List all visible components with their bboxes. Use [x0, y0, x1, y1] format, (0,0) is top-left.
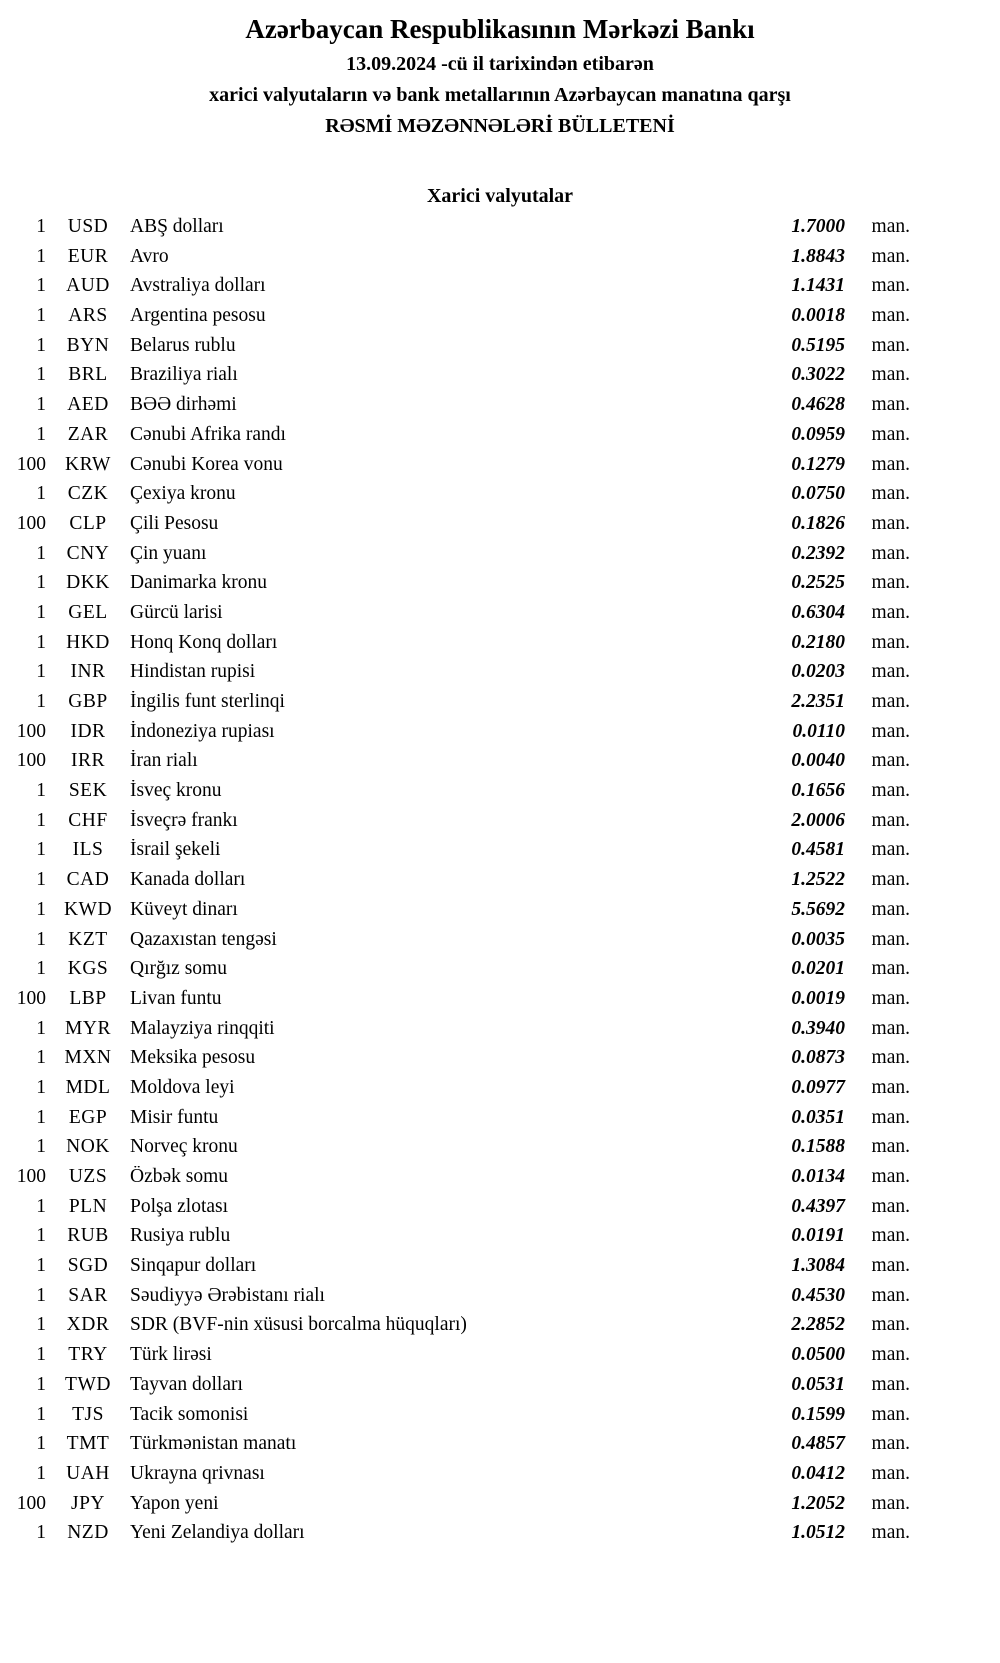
rate-value: 0.0203: [791, 661, 845, 683]
currency-name: İsveçrə frankı: [130, 809, 238, 831]
unit-label: man.: [871, 720, 910, 742]
table-row: [14, 1404, 910, 1434]
table-row: [14, 632, 910, 662]
currency-name: BƏƏ dirhəmi: [130, 394, 237, 416]
currency-quantity: 1: [36, 542, 46, 564]
rate-value: 0.0191: [791, 1225, 845, 1247]
unit-label: man.: [871, 928, 910, 950]
rate-value: 1.8843: [791, 245, 845, 267]
rate-value: 0.0110: [792, 720, 845, 742]
currency-name: Cənubi Afrika randı: [130, 423, 286, 445]
currency-name: Moldova leyi: [130, 1076, 235, 1098]
unit-label: man.: [871, 809, 910, 831]
currency-code: EGP: [68, 1106, 108, 1128]
unit-label: man.: [871, 275, 910, 297]
currency-quantity: 1: [36, 1195, 46, 1217]
unit-label: man.: [871, 334, 910, 356]
currency-name: Rusiya rublu: [130, 1225, 231, 1247]
currency-code: BYN: [66, 334, 110, 356]
unit-label: man.: [871, 869, 910, 891]
currency-name: İsrail şekeli: [130, 839, 221, 861]
currency-quantity: 1: [36, 1433, 46, 1455]
rate-value: 0.4857: [791, 1433, 845, 1455]
currency-code: GBP: [68, 691, 108, 712]
table-row: [14, 869, 910, 899]
unit-label: man.: [871, 364, 910, 386]
unit-label: man.: [871, 572, 910, 594]
table-row: [14, 513, 910, 543]
rate-value: 0.0018: [791, 305, 845, 327]
unit-label: man.: [871, 1344, 910, 1366]
currency-code: HKD: [66, 631, 110, 653]
currency-quantity: 1: [36, 661, 46, 683]
currency-code: ARS: [68, 305, 108, 327]
unit-label: man.: [871, 1284, 910, 1306]
rate-value: 1.7000: [791, 216, 845, 237]
currency-code: USD: [67, 216, 109, 237]
unit-label: man.: [871, 1403, 910, 1425]
currency-name: Belarus rublu: [130, 334, 236, 356]
currency-name: Yeni Zelandiya dolları: [130, 1522, 305, 1544]
rate-value: 0.4530: [791, 1284, 845, 1306]
currency-code: LBP: [69, 987, 107, 1009]
currency-name: İngilis funt sterlinqi: [130, 691, 285, 712]
currency-name: Gürcü larisi: [130, 601, 223, 623]
table-row: [14, 780, 910, 810]
table-row: [14, 216, 910, 246]
unit-label: man.: [871, 1166, 910, 1187]
unit-label: man.: [871, 1017, 910, 1039]
currency-code: EUR: [67, 245, 109, 267]
table-row: [14, 1225, 910, 1255]
currency-quantity: 100: [16, 750, 46, 772]
unit-label: man.: [871, 631, 910, 653]
table-row: [14, 424, 910, 454]
currency-quantity: 1: [36, 1314, 46, 1336]
unit-label: man.: [871, 512, 910, 534]
currency-code: CNY: [66, 542, 110, 564]
rate-value: 0.3022: [791, 364, 845, 386]
currency-code: KZT: [68, 928, 108, 950]
currency-quantity: 1: [36, 364, 46, 386]
currency-quantity: 1: [36, 839, 46, 861]
table-row: [14, 246, 910, 276]
table-row: [14, 305, 910, 335]
table-row: [14, 483, 910, 513]
unit-label: man.: [871, 216, 910, 237]
bulletin-title-line: RƏSMİ MƏZƏNNƏLƏRİ BÜLLETENİ: [325, 115, 675, 137]
currency-name: Meksika pesosu: [130, 1047, 256, 1069]
currency-code: NZD: [67, 1522, 109, 1544]
unit-label: man.: [871, 1522, 910, 1544]
unit-label: man.: [871, 1136, 910, 1158]
unit-label: man.: [871, 780, 910, 802]
currency-name: Ukrayna qrivnası: [130, 1462, 265, 1484]
unit-label: man.: [871, 1195, 910, 1217]
currency-name: Türk lirəsi: [130, 1344, 212, 1366]
unit-label: man.: [871, 1047, 910, 1069]
rate-value: 0.6304: [791, 601, 845, 623]
table-row: [14, 1374, 910, 1404]
rate-value: 0.0351: [791, 1106, 845, 1128]
unit-label: man.: [871, 1255, 910, 1277]
currency-name: İran rialı: [130, 750, 198, 772]
table-row: [14, 335, 910, 365]
page-title: Azərbaycan Respublikasının Mərkəzi Bankı: [245, 14, 755, 44]
unit-label: man.: [871, 839, 910, 861]
table-row: [14, 1166, 910, 1196]
currency-code: MDL: [65, 1076, 111, 1098]
currency-code: XDR: [66, 1314, 110, 1336]
currency-name: Küveyt dinarı: [130, 898, 238, 920]
currency-name: Səudiyyə Ərəbistanı rialı: [130, 1284, 325, 1306]
table-row: [14, 1285, 910, 1315]
unit-label: man.: [871, 898, 910, 920]
rate-value: 0.0977: [791, 1076, 845, 1098]
currency-code: ILS: [72, 839, 104, 861]
unit-label: man.: [871, 1225, 910, 1247]
currency-quantity: 1: [36, 305, 46, 327]
currency-quantity: 1: [36, 1284, 46, 1306]
unit-label: man.: [871, 750, 910, 772]
currency-quantity: 1: [36, 1462, 46, 1484]
table-row: [14, 661, 910, 691]
currency-quantity: 1: [36, 245, 46, 267]
rate-value: 2.0006: [791, 809, 845, 831]
currency-quantity: 1: [36, 869, 46, 891]
currency-name: Kanada dolları: [130, 869, 246, 891]
currency-quantity: 1: [36, 1255, 46, 1277]
exchange-rates-table: [14, 216, 910, 1552]
currency-code: CZK: [67, 483, 109, 505]
rate-value: 1.2522: [791, 869, 845, 891]
table-row: [14, 1196, 910, 1226]
currency-name: Danimarka kronu: [130, 572, 267, 594]
currency-quantity: 100: [16, 512, 46, 534]
currency-code: KGS: [67, 958, 109, 980]
currency-name: Türkmənistan manatı: [130, 1433, 297, 1455]
rate-value: 0.0019: [791, 987, 845, 1009]
rate-value: 0.2392: [791, 542, 845, 564]
currency-quantity: 1: [36, 958, 46, 980]
rate-value: 0.0959: [791, 423, 845, 445]
rate-value: 0.5195: [791, 334, 845, 356]
currency-quantity: 1: [36, 1403, 46, 1425]
currency-quantity: 1: [36, 394, 46, 416]
table-row: [14, 394, 910, 424]
unit-label: man.: [871, 1314, 910, 1336]
scope-line: xarici valyutaların və bank metallarının Azərbaycan manatına qarşı: [209, 84, 791, 106]
table-row: [14, 454, 910, 484]
currency-name: Çin yuanı: [130, 542, 207, 564]
unit-label: man.: [871, 542, 910, 564]
currency-code: TWD: [65, 1373, 111, 1395]
unit-label: man.: [871, 691, 910, 712]
section-title-foreign-currencies: Xarici valyutalar: [426, 185, 574, 207]
currency-quantity: 1: [36, 216, 46, 237]
currency-name: Polşa zlotası: [130, 1195, 229, 1217]
unit-label: man.: [871, 1076, 910, 1098]
currency-code: AED: [67, 394, 109, 416]
rate-value: 0.0873: [791, 1047, 845, 1069]
currency-name: Özbək somu: [130, 1166, 229, 1187]
currency-quantity: 1: [36, 631, 46, 653]
table-row: [14, 1344, 910, 1374]
table-row: [14, 602, 910, 632]
currency-name: Livan funtu: [130, 987, 222, 1009]
currency-code: NOK: [66, 1136, 110, 1158]
currency-name: Honq Konq dolları: [130, 631, 278, 653]
currency-code: SAR: [68, 1284, 108, 1306]
rate-value: 0.1826: [791, 512, 845, 534]
currency-name: Norveç kronu: [130, 1136, 238, 1158]
currency-name: İsveç kronu: [130, 780, 222, 802]
currency-code: AUD: [66, 275, 110, 297]
currency-quantity: 1: [36, 1136, 46, 1158]
currency-quantity: 1: [36, 780, 46, 802]
currency-code: GEL: [68, 601, 108, 623]
unit-label: man.: [871, 958, 910, 980]
currency-quantity: 1: [36, 928, 46, 950]
table-row: [14, 721, 910, 751]
currency-name: Çili Pesosu: [130, 512, 219, 534]
table-row: [14, 1493, 910, 1523]
currency-quantity: 1: [36, 275, 46, 297]
rate-value: 0.0035: [791, 928, 845, 950]
rate-value: 0.1599: [791, 1403, 845, 1425]
currency-code: UZS: [68, 1166, 108, 1187]
rate-value: 1.3084: [791, 1255, 845, 1277]
table-row: [14, 1077, 910, 1107]
table-row: [14, 1255, 910, 1285]
currency-quantity: 1: [36, 809, 46, 831]
unit-label: man.: [871, 453, 910, 475]
table-row: [14, 750, 910, 780]
table-row: [14, 1522, 910, 1552]
table-row: [14, 1107, 910, 1137]
unit-label: man.: [871, 987, 910, 1009]
effective-date-line: 13.09.2024 -cü il tarixindən etibarən: [346, 53, 654, 75]
rate-value: 0.0040: [791, 750, 845, 772]
table-row: [14, 839, 910, 869]
currency-quantity: 1: [36, 572, 46, 594]
currency-code: SGD: [67, 1255, 109, 1277]
currency-quantity: 1: [36, 1344, 46, 1366]
table-row: [14, 899, 910, 929]
unit-label: man.: [871, 1433, 910, 1455]
unit-label: man.: [871, 1373, 910, 1395]
currency-quantity: 1: [36, 1373, 46, 1395]
currency-quantity: 100: [16, 987, 46, 1009]
currency-name: Qırğız somu: [130, 958, 227, 980]
currency-quantity: 1: [36, 1106, 46, 1128]
currency-name: Qazaxıstan tengəsi: [130, 928, 277, 950]
table-row: [14, 1018, 910, 1048]
rate-value: 0.0531: [791, 1373, 845, 1395]
table-row: [14, 958, 910, 988]
rate-value: 5.5692: [791, 898, 845, 920]
table-row: [14, 572, 910, 602]
table-row: [14, 543, 910, 573]
table-row: [14, 1433, 910, 1463]
currency-name: Çexiya kronu: [130, 483, 236, 505]
table-row: [14, 1047, 910, 1077]
rate-value: 0.0134: [791, 1166, 845, 1187]
currency-name: Avro: [130, 245, 169, 267]
rate-value: 1.0512: [791, 1522, 845, 1544]
rate-value: 2.2852: [791, 1314, 845, 1336]
unit-label: man.: [871, 1106, 910, 1128]
currency-code: TRY: [68, 1344, 108, 1366]
document-header: [0, 0, 1000, 139]
unit-label: man.: [871, 394, 910, 416]
currency-code: BRL: [68, 364, 108, 386]
rate-value: 2.2351: [791, 691, 845, 712]
currency-name: Tayvan dolları: [130, 1373, 243, 1395]
table-row: [14, 929, 910, 959]
currency-code: JPY: [70, 1492, 106, 1514]
currency-code: KRW: [65, 453, 111, 475]
table-row: [14, 275, 910, 305]
rate-value: 1.1431: [791, 275, 845, 297]
currency-code: IRR: [70, 750, 105, 772]
currency-name: SDR (BVF-nin xüsusi borcalma hüquqları): [130, 1314, 467, 1336]
currency-quantity: 100: [16, 1166, 46, 1187]
rate-value: 0.2180: [791, 631, 845, 653]
currency-code: KWD: [63, 898, 113, 920]
unit-label: man.: [871, 1462, 910, 1484]
currency-code: ZAR: [67, 423, 109, 445]
rate-value: 0.1279: [791, 453, 845, 475]
rate-value: 0.0412: [791, 1462, 845, 1484]
currency-quantity: 100: [16, 720, 46, 742]
unit-label: man.: [871, 245, 910, 267]
currency-code: CLP: [69, 512, 107, 534]
currency-quantity: 1: [36, 691, 46, 712]
currency-name: Misir funtu: [130, 1106, 219, 1128]
rate-value: 0.3940: [791, 1017, 845, 1039]
currency-quantity: 1: [36, 1076, 46, 1098]
unit-label: man.: [871, 1492, 910, 1514]
rate-value: 0.1656: [791, 780, 845, 802]
currency-code: IDR: [70, 720, 106, 742]
unit-label: man.: [871, 661, 910, 683]
currency-code: TMT: [66, 1433, 110, 1455]
currency-code: DKK: [66, 572, 110, 594]
currency-quantity: 1: [36, 1047, 46, 1069]
currency-code: INR: [70, 661, 106, 683]
table-row: [14, 1314, 910, 1344]
currency-name: Argentina pesosu: [130, 305, 266, 327]
currency-code: CHF: [68, 809, 108, 831]
rate-value: 0.1588: [791, 1136, 845, 1158]
rate-value: 0.4397: [791, 1195, 845, 1217]
unit-label: man.: [871, 423, 910, 445]
currency-code: TJS: [72, 1403, 104, 1425]
rate-value: 0.2525: [791, 572, 845, 594]
unit-label: man.: [871, 601, 910, 623]
currency-name: Avstraliya dolları: [130, 275, 266, 297]
rate-value: 1.2052: [791, 1492, 845, 1514]
currency-quantity: 1: [36, 334, 46, 356]
currency-code: UAH: [66, 1462, 110, 1484]
currency-quantity: 1: [36, 1017, 46, 1039]
currency-code: CAD: [66, 869, 110, 891]
currency-quantity: 100: [16, 453, 46, 475]
currency-name: Tacik somonisi: [130, 1403, 249, 1425]
currency-code: PLN: [68, 1195, 108, 1217]
currency-name: Sinqapur dolları: [130, 1255, 257, 1277]
currency-code: SEK: [68, 780, 108, 802]
currency-name: Yapon yeni: [130, 1492, 219, 1514]
currency-name: Cənubi Korea vonu: [130, 453, 283, 475]
table-row: [14, 691, 910, 721]
unit-label: man.: [871, 305, 910, 327]
table-row: [14, 1136, 910, 1166]
currency-quantity: 1: [36, 423, 46, 445]
unit-label: man.: [871, 483, 910, 505]
rate-value: 0.0500: [791, 1344, 845, 1366]
currency-code: MYR: [65, 1017, 111, 1039]
currency-quantity: 1: [36, 898, 46, 920]
rate-value: 0.4581: [791, 839, 845, 861]
currency-code: RUB: [67, 1225, 109, 1247]
currency-quantity: 1: [36, 483, 46, 505]
currency-name: ABŞ dolları: [130, 216, 224, 237]
currency-name: İndoneziya rupiası: [130, 720, 275, 742]
table-row: [14, 1463, 910, 1493]
rate-value: 0.0750: [791, 483, 845, 505]
table-row: [14, 364, 910, 394]
currency-name: Braziliya rialı: [130, 364, 238, 386]
table-row: [14, 810, 910, 840]
table-row: [14, 988, 910, 1018]
currency-quantity: 1: [36, 1225, 46, 1247]
rate-value: 0.0201: [791, 958, 845, 980]
rate-value: 0.4628: [791, 394, 845, 416]
currency-quantity: 100: [16, 1492, 46, 1514]
currency-code: MXN: [64, 1047, 112, 1069]
currency-quantity: 1: [36, 1522, 46, 1544]
currency-name: Malayziya rinqqiti: [130, 1017, 275, 1039]
currency-quantity: 1: [36, 601, 46, 623]
currency-name: Hindistan rupisi: [130, 661, 256, 683]
